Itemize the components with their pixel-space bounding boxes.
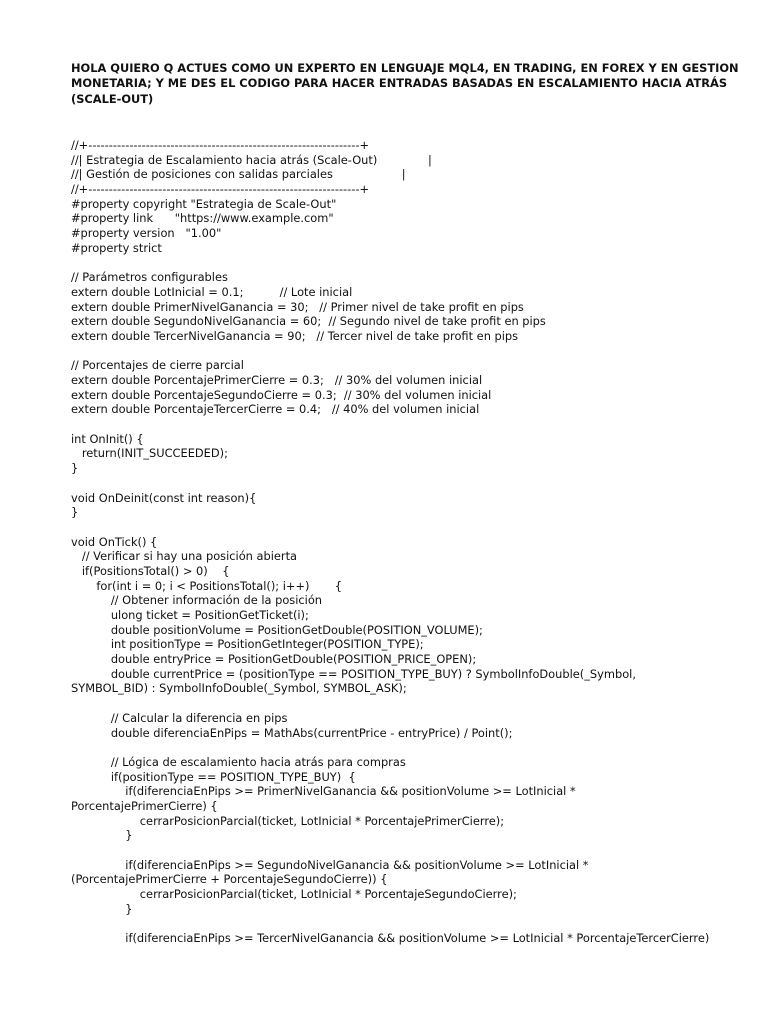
code-line: void OnTick() { [71, 534, 158, 549]
code-line [71, 740, 731, 755]
code-line: //+------------------------------------------------------------------+ [71, 182, 370, 197]
code-line: #property link "https://www.example.com" [71, 211, 334, 226]
code-line: if(diferenciaEnPips >= PrimerNivelGanancia && positionVolume >= LotInicial * [71, 784, 576, 799]
code-line: PorcentajePrimerCierre) { [71, 798, 218, 813]
code-line: // Calcular la diferencia en pips [71, 710, 288, 725]
code-line: // Parámetros configurables [71, 270, 228, 285]
code-line: for(int i = 0; i < PositionsTotal(); i++) { [71, 578, 343, 593]
code-line: } [71, 505, 79, 520]
code-line: double positionVolume = PositionGetDouble(POSITION_VOLUME); [71, 622, 483, 637]
code-line: #property version "1.00" [71, 226, 222, 241]
code-line: if(diferenciaEnPips >= TercerNivelGanancia && positionVolume >= LotInicial * PorcentajeTercerCierre) [71, 931, 710, 946]
heading-line: HOLA QUIERO Q ACTUES COMO UN EXPERTO EN LENGUAJE MQL4, EN TRADING, EN FOREX Y EN GESTION [71, 61, 739, 75]
code-line [71, 256, 731, 271]
code-line: #property strict [71, 240, 162, 255]
code-line: cerrarPosicionParcial(ticket, LotInicial * PorcentajeSegundoCierre); [71, 887, 517, 902]
code-line: SYMBOL_BID) : SymbolInfoDouble(_Symbol, SYMBOL_ASK); [71, 681, 407, 696]
code-line: // Porcentajes de cierre parcial [71, 358, 244, 373]
code-line: double entryPrice = PositionGetDouble(POSITION_PRICE_OPEN); [71, 652, 477, 667]
code-line [71, 843, 731, 858]
code-line: extern double LotInicial = 0.1; // Lote inicial [71, 284, 353, 299]
code-line [71, 696, 731, 711]
code-line [71, 916, 731, 931]
code-line: // Verificar si hay una posición abierta [71, 549, 298, 564]
code-line: } [71, 828, 133, 843]
code-line: if(diferenciaEnPips >= SegundoNivelGanancia && positionVolume >= LotInicial * [71, 857, 589, 872]
code-line: // Obtener información de la posición [71, 593, 323, 608]
code-line [71, 476, 731, 491]
code-line: } [71, 901, 133, 916]
code-line [71, 344, 731, 359]
code-line: extern double SegundoNivelGanancia = 60; // Segundo nivel de take profit en pips [71, 314, 546, 329]
heading-line: (SCALE-OUT) [71, 91, 154, 106]
code-line: double diferenciaEnPips = MathAbs(currentPrice - entryPrice) / Point(); [71, 725, 513, 740]
code-line: extern double TercerNivelGanancia = 90; // Tercer nivel de take profit en pips [71, 328, 519, 343]
code-line: extern double PorcentajePrimerCierre = 0.3; // 30% del volumen inicial [71, 373, 483, 387]
code-line: //| Estrategia de Escalamiento hacia atrás (Scale-Out) | [71, 152, 432, 167]
code-block [71, 138, 731, 946]
code-line: return(INIT_SUCCEEDED); [71, 446, 228, 461]
heading-line: MONETARIA; Y ME DES EL CODIGO PARA HACER ENTRADAS BASADAS EN ESCALAMIENTO HACIA ATRÁS [71, 76, 728, 91]
code-line: extern double PrimerNivelGanancia = 30; // Primer nivel de take profit en pips [71, 299, 524, 314]
code-line: double currentPrice = (positionType == POSITION_TYPE_BUY) ? SymbolInfoDouble(_Symbol, [71, 666, 636, 681]
code-line: (PorcentajePrimerCierre + PorcentajeSegundoCierre)) { [71, 872, 388, 887]
code-line [71, 417, 731, 432]
code-line: int positionType = PositionGetInteger(POSITION_TYPE); [71, 637, 424, 652]
code-line: if(positionType == POSITION_TYPE_BUY) { [71, 769, 356, 784]
code-line: //| Gestión de posiciones con salidas parciales | [71, 167, 406, 182]
code-line: #property copyright "Estrategia de Scale-Out" [71, 196, 337, 211]
code-line: extern double PorcentajeSegundoCierre = 0.3; // 30% del volumen inicial [71, 387, 492, 402]
code-line: // Lógica de escalamiento hacia atrás para compras [71, 754, 406, 769]
document-heading [71, 61, 739, 107]
code-line: //+------------------------------------------------------------------+ [71, 138, 370, 152]
code-line: if(PositionsTotal() > 0) { [71, 563, 230, 578]
code-line: ulong ticket = PositionGetTicket(i); [71, 608, 309, 622]
code-line: int OnInit() { [71, 431, 144, 446]
code-line [71, 520, 731, 535]
code-line: } [71, 461, 79, 476]
code-line: extern double PorcentajeTercerCierre = 0.4; // 40% del volumen inicial [71, 402, 480, 417]
code-line: void OnDeinit(const int reason){ [71, 490, 257, 505]
code-line: cerrarPosicionParcial(ticket, LotInicial * PorcentajePrimerCierre); [71, 813, 505, 828]
